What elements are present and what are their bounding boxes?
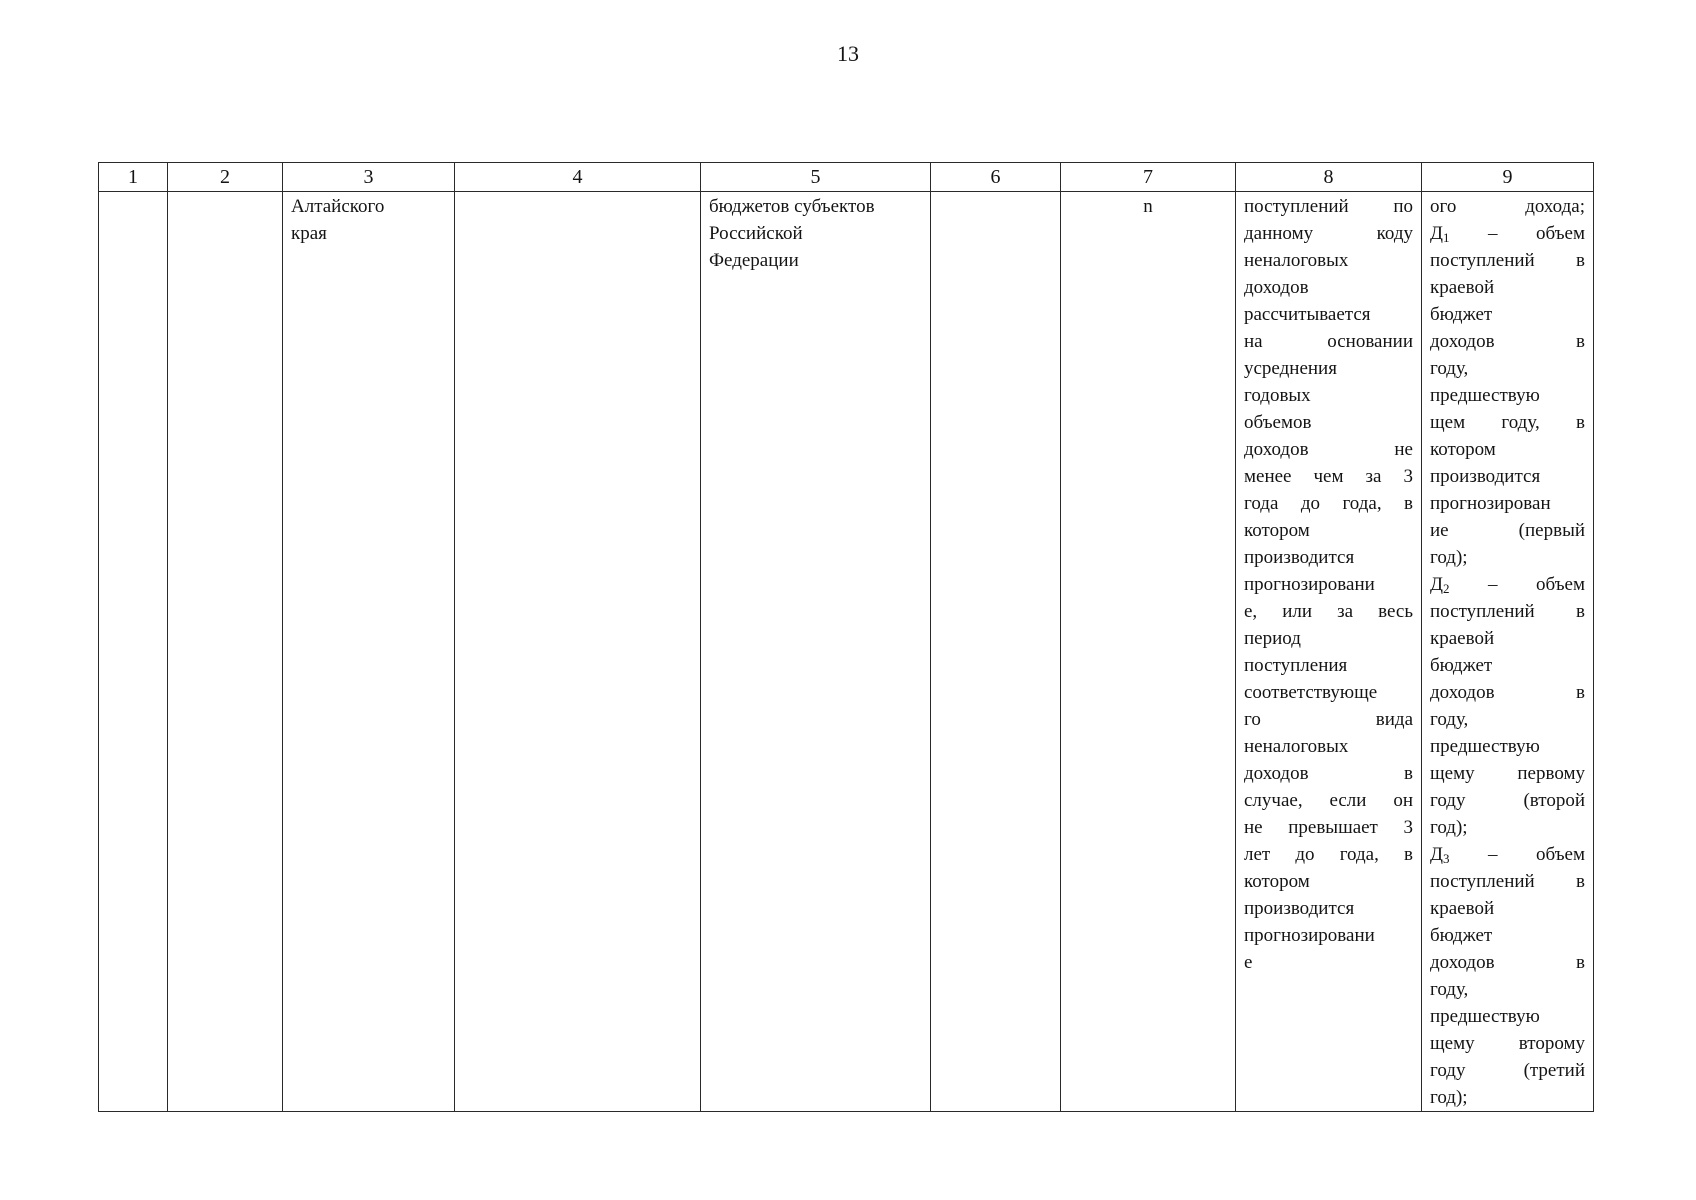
cell-line: поступлений в — [1430, 250, 1585, 271]
cell-line: Алтайского — [291, 196, 385, 217]
cell-line: соответствующе — [1244, 682, 1378, 703]
data-table — [98, 162, 1594, 1112]
header-row — [99, 163, 1594, 192]
cell-col-4 — [455, 192, 701, 1112]
cell-col-2 — [168, 192, 283, 1112]
cell-line: производится — [1244, 547, 1355, 568]
cell-line: бюджет — [1430, 655, 1493, 676]
cell-line: ие (первый — [1430, 520, 1585, 541]
cell-col-9 — [1422, 192, 1594, 1112]
header-cell-5: 5 — [701, 163, 931, 192]
header-cell-7: 7 — [1061, 163, 1236, 192]
cell-col-1 — [99, 192, 168, 1112]
cell-line: прогнозировани — [1244, 574, 1375, 595]
cell-line: котором — [1430, 439, 1496, 460]
cell-line: производится — [1244, 898, 1355, 919]
cell-line: прогнозировани — [1244, 925, 1375, 946]
cell-line: щем году, в — [1430, 412, 1585, 433]
header-cell-1: 1 — [99, 163, 168, 192]
cell-line: предшествую — [1430, 736, 1540, 757]
cell-line: $Д_3$ – объем — [1430, 844, 1585, 866]
cell-line: бюджет — [1430, 925, 1493, 946]
header-cell-3: 3 — [283, 163, 455, 192]
cell-line: ого дохода; — [1430, 196, 1585, 217]
cell-col-5 — [701, 192, 931, 1112]
cell-line: края — [291, 223, 327, 244]
cell-line: доходов в — [1430, 331, 1585, 352]
cell-line: неналоговых — [1244, 250, 1349, 271]
header-cell-8: 8 — [1236, 163, 1422, 192]
cell-line: $Д_1$ – объем — [1430, 223, 1585, 245]
cell-line: доходов в — [1430, 952, 1585, 973]
cell-line: году, — [1430, 709, 1469, 730]
cell-col-6 — [931, 192, 1061, 1112]
cell-line: е, или за весь — [1244, 601, 1413, 622]
cell-line: год); — [1430, 547, 1468, 568]
cell-line: не превышает 3 — [1244, 817, 1413, 838]
cell-line: щему второму — [1430, 1033, 1585, 1054]
cell-line: рассчитывается — [1244, 304, 1371, 325]
cell-line: поступлений в — [1430, 601, 1585, 622]
header-cell-6: 6 — [931, 163, 1061, 192]
cell-line: объемов — [1244, 412, 1312, 433]
cell-col-3 — [283, 192, 455, 1112]
cell-line: Российской — [709, 223, 803, 244]
table-row — [99, 192, 1594, 1112]
cell-line: менее чем за 3 — [1244, 466, 1413, 487]
cell-line: усреднения — [1244, 358, 1337, 379]
cell-line: период — [1244, 628, 1301, 649]
cell-line: бюджет — [1430, 304, 1493, 325]
cell-line: поступлений в — [1430, 871, 1585, 892]
cell-line: году, — [1430, 979, 1469, 1000]
cell-line: бюджетов субъектов — [709, 196, 875, 217]
cell-line: неналоговых — [1244, 736, 1349, 757]
cell-line: го вида — [1244, 709, 1413, 730]
header-cell-4: 4 — [455, 163, 701, 192]
cell-line: годовых — [1244, 385, 1311, 406]
cell-line: предшествую — [1430, 385, 1540, 406]
page-number: 13 — [837, 41, 859, 66]
cell-line: котором — [1244, 871, 1310, 892]
cell-line: краевой — [1430, 628, 1495, 649]
cell-col-8 — [1236, 192, 1422, 1112]
cell-line: краевой — [1430, 898, 1495, 919]
cell-line: производится — [1430, 466, 1541, 487]
cell-line: е — [1244, 952, 1253, 973]
cell-line: доходов не — [1244, 439, 1413, 460]
cell-line: краевой — [1430, 277, 1495, 298]
cell-line: щему первому — [1430, 763, 1585, 784]
cell-line: год); — [1430, 1087, 1468, 1108]
header-cell-2: 2 — [168, 163, 283, 192]
cell-line: год); — [1430, 817, 1468, 838]
cell-line: доходов в — [1244, 763, 1413, 784]
cell-line: поступления — [1244, 655, 1348, 676]
cell-line: году (третий — [1430, 1060, 1585, 1081]
cell-line: году, — [1430, 358, 1469, 379]
cell-col-7: n — [1061, 192, 1236, 1112]
cell-line: прогнозирован — [1430, 493, 1551, 514]
cell-line: доходов — [1244, 277, 1309, 298]
cell-line: доходов в — [1430, 682, 1585, 703]
cell-line: года до года, в — [1244, 493, 1413, 514]
cell-line: поступлений по — [1244, 196, 1413, 217]
cell-line: предшествую — [1430, 1006, 1540, 1027]
header-cell-9: 9 — [1422, 163, 1594, 192]
cell-line: случае, если он — [1244, 790, 1413, 811]
cell-line: лет до года, в — [1244, 844, 1413, 865]
cell-line: году (второй — [1430, 790, 1585, 811]
cell-line: Федерации — [709, 250, 799, 271]
cell-line: на основании — [1244, 331, 1413, 352]
cell-line: данному коду — [1244, 223, 1413, 244]
cell-line: $Д_2$ – объем — [1430, 574, 1585, 596]
cell-line: котором — [1244, 520, 1310, 541]
